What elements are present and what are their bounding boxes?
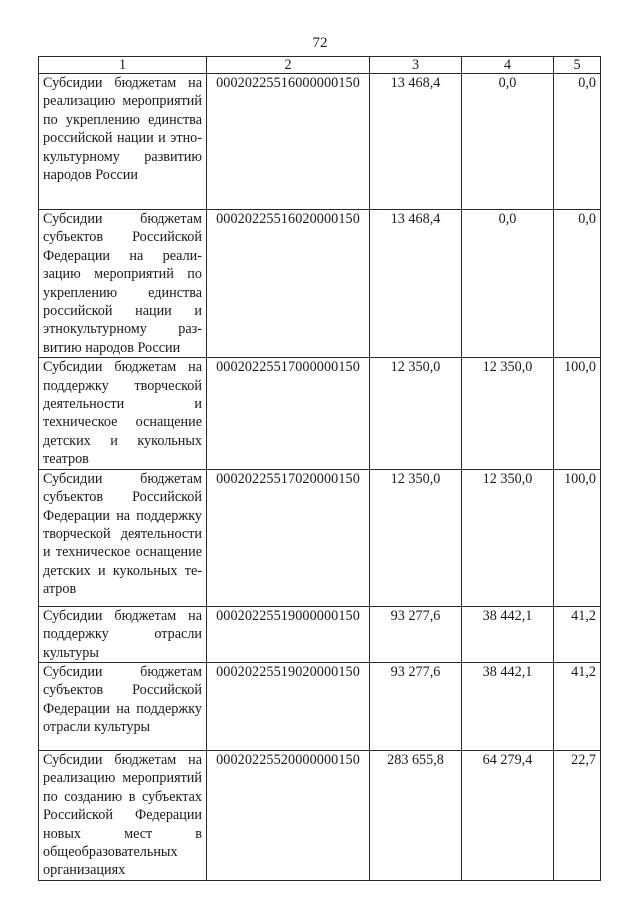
column-header-4: 4: [462, 57, 554, 74]
row-percent-cell: 100,0: [554, 358, 601, 469]
row-name-cell: Субсидии бюджетам на реализацию мероприятий по созданию в субъектах Российской Федерации новых мест в общеобразовательных организациях: [39, 750, 207, 880]
row-planned-cell: 93 277,6: [370, 606, 462, 662]
row-percent-cell: 22,7: [554, 750, 601, 880]
row-code-cell: 00020225519020000150: [207, 662, 370, 750]
row-percent-cell: 100,0: [554, 469, 601, 606]
row-code-cell: 00020225520000000150: [207, 750, 370, 880]
column-header-1: 1: [39, 57, 207, 74]
row-executed-cell: 0,0: [462, 210, 554, 358]
row-executed-cell: 12 350,0: [462, 469, 554, 606]
page-number: 72: [312, 35, 328, 51]
row-percent-cell: 0,0: [554, 210, 601, 358]
header-row: [39, 57, 601, 74]
row-executed-cell: 0,0: [462, 74, 554, 210]
row-code-cell: 00020225516000000150: [207, 74, 370, 210]
row-planned-cell: 283 655,8: [370, 750, 462, 880]
row-percent-cell: 41,2: [554, 606, 601, 662]
row-executed-cell: 38 442,1: [462, 606, 554, 662]
row-executed-cell: 12 350,0: [462, 358, 554, 469]
row-name-cell: Субсидии бюджетам на реализацию мероприятий по укреплению единства российской нации и этнокультурному развитию народов России: [39, 74, 207, 210]
table-row: [39, 750, 601, 880]
row-code-cell: 00020225519000000150: [207, 606, 370, 662]
table-row: [39, 358, 601, 469]
row-planned-cell: 13 468,4: [370, 210, 462, 358]
row-name-cell: Субсидии бюджетам на поддержку творческой деятельности и техническое оснащение детских и кукольных театров: [39, 358, 207, 469]
row-executed-cell: 64 279,4: [462, 750, 554, 880]
row-name-cell: Субсидии бюджетам субъектов Российской Федерации на поддержку творческой деятельности и техническое оснащение детских и кукольных театров: [39, 469, 207, 606]
row-name-cell: Субсидии бюджетам субъектов Российской Федерации на поддержку отрасли культуры: [39, 662, 207, 750]
row-executed-cell: 38 442,1: [462, 662, 554, 750]
row-name-cell: Субсидии бюджетам на поддержку отрасли культуры: [39, 606, 207, 662]
row-code-cell: 00020225517000000150: [207, 358, 370, 469]
row-code-cell: 00020225517020000150: [207, 469, 370, 606]
budget-table: [38, 56, 601, 881]
row-planned-cell: 12 350,0: [370, 358, 462, 469]
row-percent-cell: 41,2: [554, 662, 601, 750]
row-planned-cell: 93 277,6: [370, 662, 462, 750]
table-row: [39, 74, 601, 210]
table-row: [39, 469, 601, 606]
row-planned-cell: 13 468,4: [370, 74, 462, 210]
row-name-cell: Субсидии бюджетам субъектов Российской Федерации на реализацию мероприятий по укреплению единства российской нации и этнокультурному развитию народов России: [39, 210, 207, 358]
table-row: [39, 606, 601, 662]
column-header-3: 3: [370, 57, 462, 74]
row-percent-cell: 0,0: [554, 74, 601, 210]
column-header-2: 2: [207, 57, 370, 74]
row-planned-cell: 12 350,0: [370, 469, 462, 606]
table-row: [39, 662, 601, 750]
row-code-cell: 00020225516020000150: [207, 210, 370, 358]
table-row: [39, 210, 601, 358]
column-header-5: 5: [554, 57, 601, 74]
